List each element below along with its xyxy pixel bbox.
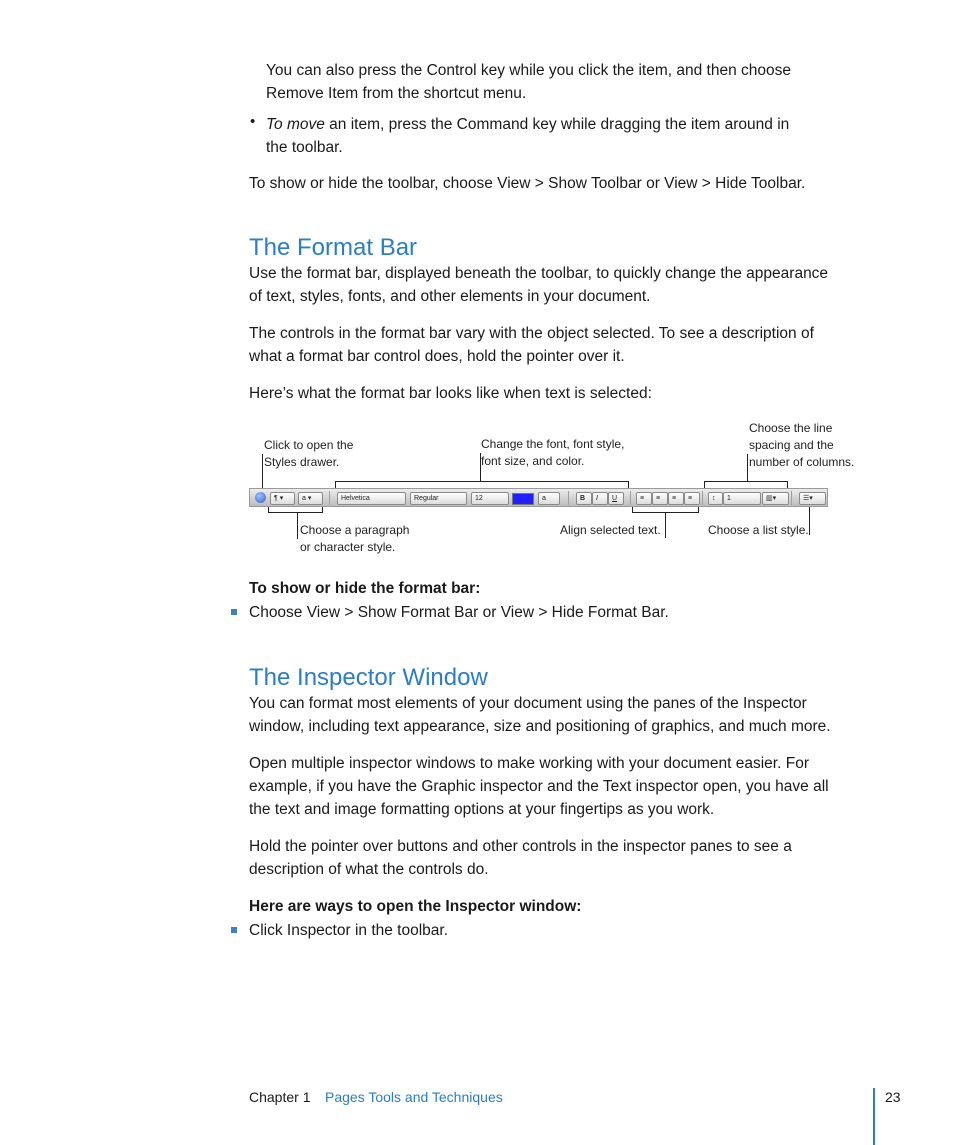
- footer-chapter: Chapter 1: [249, 1089, 311, 1105]
- character-style-popup[interactable]: a ▾: [298, 492, 323, 505]
- footer-rule: [873, 1088, 875, 1145]
- body-text: Use the format bar, displayed beneath the toolbar, to quickly change the appearance: [249, 265, 829, 282]
- body-text: Open multiple inspector windows to make working with your document easier. For: [249, 755, 809, 772]
- separator: [568, 491, 569, 505]
- separator: [630, 491, 631, 505]
- body-text: the text and image formatting options at your fingertips as you work.: [249, 801, 715, 818]
- section-heading-inspector: The Inspector Window: [249, 664, 488, 691]
- font-family-popup[interactable]: Helvetica: [337, 492, 406, 505]
- line-spacing-icon[interactable]: ↕: [708, 492, 723, 505]
- body-text: To show or hide the toolbar, choose View > Show Toolbar or View > Hide Toolbar.: [249, 175, 806, 192]
- body-text: You can format most elements of your document using the panes of the Inspector: [249, 695, 807, 712]
- bullet-square: [231, 927, 237, 933]
- leader-line: [809, 506, 810, 535]
- leader-line: [480, 453, 481, 481]
- task-heading: To show or hide the format bar:: [249, 580, 481, 597]
- bullet-text: the toolbar.: [266, 139, 343, 156]
- bullet-dot: •: [250, 113, 256, 130]
- leader-line: [297, 512, 298, 539]
- leader-line: [665, 512, 666, 538]
- body-text: example, if you have the Graphic inspector and the Text inspector open, you have all: [249, 778, 829, 795]
- body-text: Here’s what the format bar looks like when text is selected:: [249, 385, 652, 402]
- bullet-text: To move an item, press the Command key while dragging the item around in: [266, 116, 790, 133]
- columns-popup[interactable]: ▥▾: [762, 492, 789, 505]
- justify-button[interactable]: ≡: [684, 492, 700, 505]
- callout-list-style: Choose a list style.: [708, 523, 809, 537]
- paragraph-style-popup[interactable]: ¶ ▾: [270, 492, 295, 505]
- callout-paragraph-style: Choose a paragraph or character style.: [300, 523, 410, 554]
- callout-align: Align selected text.: [560, 523, 661, 537]
- list-style-popup[interactable]: ☰▾: [799, 492, 826, 505]
- leader-line: [335, 481, 629, 482]
- font-size-field[interactable]: 12: [471, 492, 509, 505]
- align-left-button[interactable]: ≡: [636, 492, 652, 505]
- highlight-color-well[interactable]: a: [538, 492, 560, 505]
- footer-chapter-title: Pages Tools and Techniques: [325, 1089, 503, 1105]
- callout-styles-drawer: Click to open the Styles drawer.: [264, 438, 354, 469]
- callout-font: Change the font, font style, font size, and color.: [481, 437, 625, 468]
- leader-line: [262, 454, 263, 490]
- leader-line: [268, 512, 323, 513]
- body-text: description of what the controls do.: [249, 861, 489, 878]
- bullet-square: [231, 609, 237, 615]
- underline-button[interactable]: U: [608, 492, 624, 505]
- text-color-well[interactable]: [512, 493, 534, 505]
- leader-line: [704, 481, 788, 482]
- body-text: The controls in the format bar vary with the object selected. To see a description of: [249, 325, 814, 342]
- body-text: You can also press the Control key while you click the item, and then choose: [266, 62, 792, 79]
- align-right-button[interactable]: ≡: [668, 492, 684, 505]
- callout-spacing: Choose the line spacing and the number of columns.: [749, 421, 855, 469]
- line-spacing-popup[interactable]: 1: [723, 492, 761, 505]
- italic-button[interactable]: I: [592, 492, 608, 505]
- format-bar: [249, 488, 828, 507]
- task-item: Click Inspector in the toolbar.: [249, 922, 449, 939]
- separator: [329, 491, 330, 505]
- separator: [702, 491, 703, 505]
- leader-line: [747, 454, 748, 481]
- page-number: 23: [885, 1089, 901, 1105]
- styles-drawer-button[interactable]: [255, 492, 266, 503]
- task-heading: Here are ways to open the Inspector window:: [249, 898, 582, 915]
- body-text: Remove Item from the shortcut menu.: [266, 85, 527, 102]
- body-text: what a format bar control does, hold the pointer over it.: [249, 348, 625, 365]
- body-text: window, including text appearance, size and positioning of graphics, and much more.: [249, 718, 831, 735]
- separator: [791, 491, 792, 505]
- section-heading-format-bar: The Format Bar: [249, 234, 418, 261]
- task-item: Choose View > Show Format Bar or View > Hide Format Bar.: [249, 604, 669, 621]
- font-style-popup[interactable]: Regular: [410, 492, 467, 505]
- body-text: of text, styles, fonts, and other elements in your document.: [249, 288, 651, 305]
- bold-button[interactable]: B: [576, 492, 592, 505]
- body-text: Hold the pointer over buttons and other controls in the inspector panes to see a: [249, 838, 792, 855]
- align-center-button[interactable]: ≡: [652, 492, 668, 505]
